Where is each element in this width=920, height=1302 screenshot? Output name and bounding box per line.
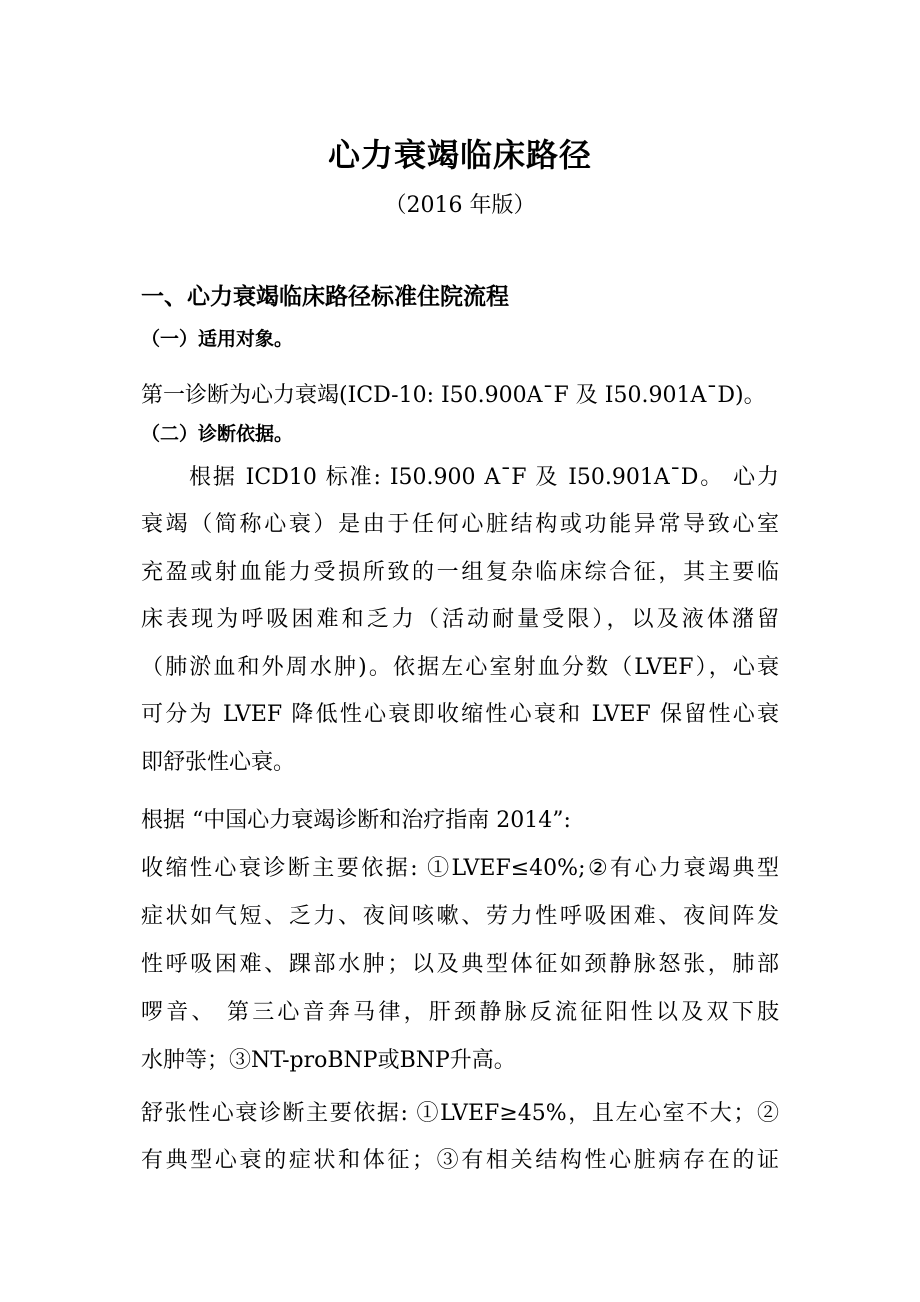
paragraph-line: 有典型心衰的症状和体征；③有相关结构性心脏病存在的证 [141,1148,779,1173]
paragraph-line: 水肿等；③NT-proBNP或BNP升高。 [141,1048,516,1073]
paragraph-line: 衰竭（简称心衰）是由于任何心脏结构或功能异常导致心室 [141,512,779,537]
paragraph-line: 啰音、 第三心音奔马律，肝颈静脉反流征阳性以及双下肢 [141,1000,779,1025]
paragraph-line: 症状如气短、乏力、夜间咳嗽、劳力性呼吸困难、夜间阵发 [141,904,779,929]
paragraph-line: 充盈或射血能力受损所致的一组复杂临床综合征，其主要临 [141,560,779,585]
paragraph-line: 床表现为呼吸困难和乏力（活动耐量受限），以及液体潴留 [141,607,779,632]
paragraph-line: 可分为 LVEF 降低性心衰即收缩性心衰和 LVEF 保留性心衰 [141,702,779,727]
paragraph-line: 即舒张性心衰。 [141,750,296,775]
paragraph-line: 舒张性心衰诊断主要依据: ①LVEF≥45%，且左心室不大；② [141,1101,779,1126]
applicable-objects-text: 第一诊断为心力衰竭(ICD-10: I50.900A¯F 及 I50.901A¯D)。 [141,383,766,408]
subsection-heading-diagnosis-basis: （二）诊断依据。 [141,423,294,445]
paragraph-line: 根据 “中国心力衰竭诊断和治疗指南 2014”: [141,808,571,833]
document-edition: （2016 年版） [384,193,536,218]
paragraph-line: 性呼吸困难、踝部水肿；以及典型体征如颈静脉怒张，肺部 [141,952,779,977]
paragraph-line: 收缩性心衰诊断主要依据: ①LVEF≤40%;②有心力衰竭典型 [141,856,779,881]
document-title: 心力衰竭临床路径 [327,136,592,174]
paragraph-line: 根据 ICD10 标准: I50.900 A¯F 及 I50.901A¯D。 心力 [189,465,779,490]
paragraph-line: （肺淤血和外周水肿)。依据左心室射血分数（LVEF），心衰 [141,655,779,680]
subsection-heading-applicable-objects: （一）适用对象。 [141,328,294,350]
section-heading-1: 一、心力衰竭临床路径标准住院流程 [141,284,509,310]
